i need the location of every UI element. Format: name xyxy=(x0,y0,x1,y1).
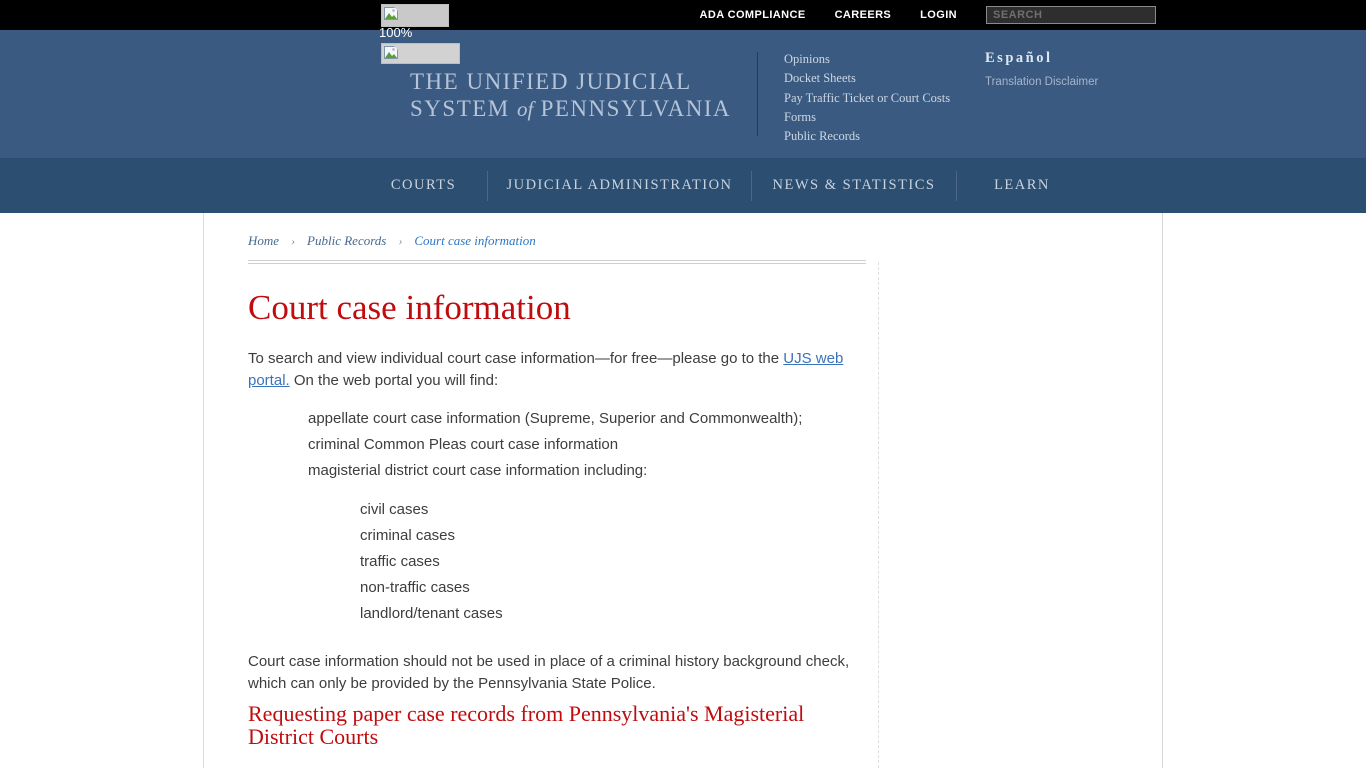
list-item: traffic cases xyxy=(360,553,440,570)
nav-item-learn[interactable]: LEARN xyxy=(994,177,1050,193)
list-item: criminal cases xyxy=(360,527,456,544)
quick-link-forms[interactable]: Forms xyxy=(784,109,816,124)
list-item: appellate court case information (Supreme, Superior and Commonwealth); xyxy=(308,410,803,427)
content-left-border xyxy=(203,213,204,768)
broken-image-icon xyxy=(384,7,400,22)
page-title: Court case information xyxy=(248,288,571,327)
careers-link[interactable]: CAREERS xyxy=(834,9,892,21)
login-link[interactable]: LOGIN xyxy=(920,9,957,21)
content-dashed-divider xyxy=(878,262,879,768)
breadcrumb-home[interactable]: Home xyxy=(248,233,280,248)
quick-link-public-records[interactable]: Public Records xyxy=(784,129,861,144)
ujs-web-portal-link[interactable]: UJS web portal. xyxy=(248,350,844,389)
utility-bar xyxy=(0,0,1366,30)
breadcrumb-divider-line xyxy=(248,260,866,264)
quick-link-docket-sheets[interactable]: Docket Sheets xyxy=(784,71,856,86)
intro-paragraph: To search and view individual court case information—for free—please go to the UJS web portal. On the web portal you will find: xyxy=(248,350,844,389)
broken-logo-image[interactable] xyxy=(381,4,449,27)
portal-content-list xyxy=(308,406,802,484)
list-item: civil cases xyxy=(360,501,429,518)
ada-compliance-link[interactable]: ADA COMPLIANCE xyxy=(699,9,806,21)
quick-link-opinions[interactable]: Opinions xyxy=(784,52,830,66)
broken-logo-image-2[interactable] xyxy=(381,43,460,64)
site-title xyxy=(410,68,731,123)
breadcrumb-separator: › xyxy=(291,233,296,248)
espanol-link[interactable]: Español xyxy=(985,50,1053,66)
header-quick-links xyxy=(784,50,950,146)
main-nav xyxy=(0,158,1366,213)
paper-records-subheading: Requesting paper case records from Pennsylvania's Magisterial District Courts xyxy=(248,701,805,749)
nav-item-judicial-administration[interactable]: JUDICIAL ADMINISTRATION xyxy=(506,177,733,193)
site-title-line2: SYSTEM of PENNSYLVANIA xyxy=(410,96,732,121)
breadcrumb-current-page: Court case information xyxy=(414,233,536,248)
background-check-note: Court case information should not be used in place of a criminal history background check, which can only be provided by the Pennsylvania State Police. xyxy=(248,653,850,692)
list-item: non-traffic cases xyxy=(360,579,470,596)
search-input[interactable] xyxy=(986,6,1156,24)
magisterial-case-types-list xyxy=(360,497,503,627)
breadcrumb xyxy=(248,233,536,249)
header-divider xyxy=(757,52,758,136)
nav-item-courts[interactable]: COURTS xyxy=(390,177,457,193)
content-right-border xyxy=(1162,213,1163,768)
nav-item-news-statistics[interactable]: NEWS & STATISTICS xyxy=(772,177,936,193)
site-title-line1: THE UNIFIED JUDICIAL xyxy=(410,69,692,94)
site-title-of: of xyxy=(517,97,534,121)
breadcrumb-public-records[interactable]: Public Records xyxy=(307,233,387,248)
quick-link-pay-traffic-ticket[interactable]: Pay Traffic Ticket or Court Costs xyxy=(784,90,951,105)
list-item: criminal Common Pleas court case information xyxy=(308,436,619,453)
broken-image-icon xyxy=(384,46,400,61)
zoom-level-label: 100% xyxy=(379,25,413,40)
breadcrumb-separator: › xyxy=(398,233,403,248)
list-item: magisterial district court case information including: xyxy=(308,462,648,479)
translation-disclaimer-link[interactable]: Translation Disclaimer xyxy=(985,76,1099,88)
list-item: landlord/tenant cases xyxy=(360,605,503,622)
